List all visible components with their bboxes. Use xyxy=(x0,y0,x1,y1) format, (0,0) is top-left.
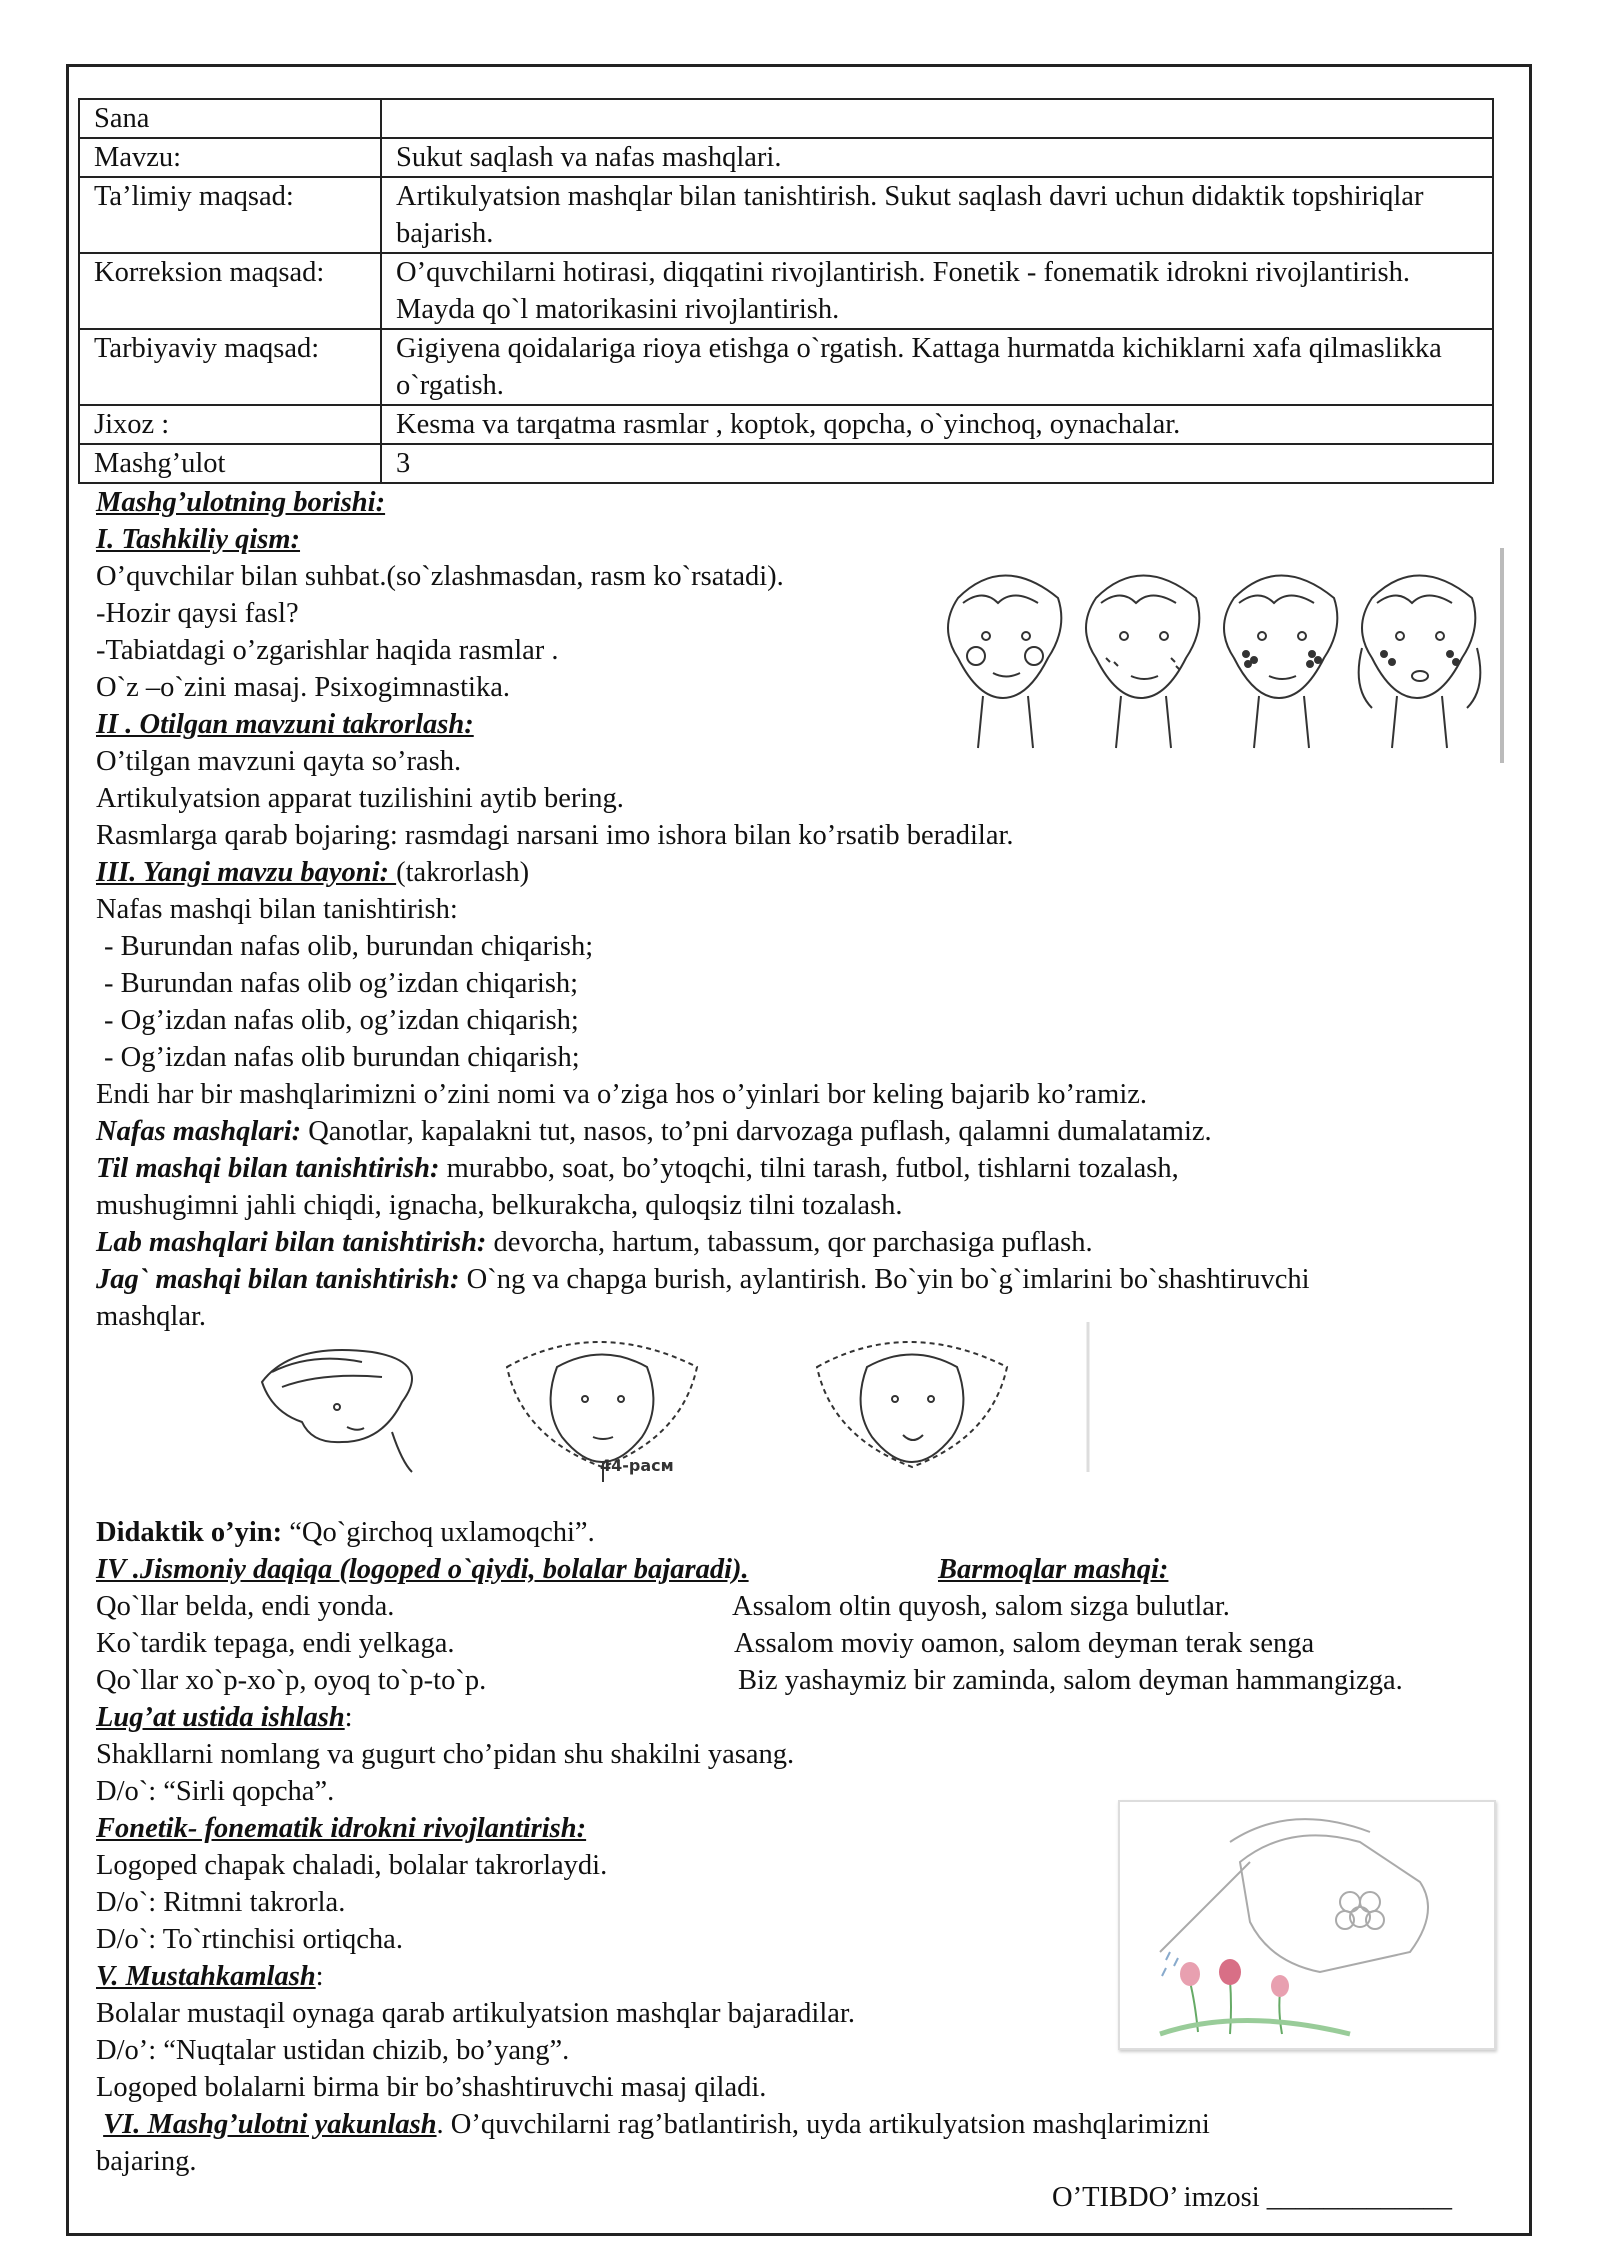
watering-can-flowers-illustration xyxy=(1120,1802,1494,2048)
nafas-label: Nafas mashqlari: xyxy=(96,1116,302,1147)
lab-text: devorcha, hartum, tabassum, qor parchasiga puflash. xyxy=(486,1227,1093,1258)
header-label: Sana xyxy=(79,99,381,138)
text-line: O`z –o`zini masaj. Psixogimnastika. xyxy=(96,672,510,703)
text-line: Rasmlarga qarab bojaring: rasmdagi narsani imo ishora bilan ko’rsatib beradilar. xyxy=(96,820,1014,851)
text-line: Nafas mashqi bilan tanishtirish: xyxy=(96,894,458,925)
didaktik-text: “Qo`girchoq uxlamoqchi”. xyxy=(282,1517,595,1548)
watering-can-frame xyxy=(1118,1800,1496,2050)
text-line: -Hozir qaysi fasl? xyxy=(96,598,299,629)
lab-label: Lab mashqlari bilan tanishtirish: xyxy=(96,1227,487,1258)
til-label: Til mashqi bilan tanishtirish: xyxy=(96,1153,440,1184)
text-line: D/o`: To`rtinchisi ortiqcha. xyxy=(96,1924,403,1955)
text-line: Logoped bolalarni birma bir bo’shashtiruvchi masaj qiladi. xyxy=(96,2072,767,2103)
header-value: 3 xyxy=(381,444,1493,483)
jag-label: Jag` mashqi bilan tanishtirish: xyxy=(96,1264,460,1295)
section-6-title: VI. Mashg’ulotni yakunlash xyxy=(103,2109,437,2140)
header-label: Ta’limiy maqsad: xyxy=(79,177,381,253)
text-line: Artikulyatsion apparat tuzilishini aytib bering. xyxy=(96,783,624,814)
section-3-suffix: (takrorlash) xyxy=(396,857,530,888)
header-row xyxy=(79,405,1493,444)
text-line: mashqlar. xyxy=(96,1301,207,1332)
text-line: bajaring. xyxy=(96,2146,197,2177)
header-row xyxy=(79,329,1493,405)
list-item: - Burundan nafas olib, burundan chiqarish; xyxy=(104,931,594,962)
header-label: Mashg’ulot xyxy=(79,444,381,483)
section-3-title: III. Yangi mavzu bayoni: xyxy=(96,857,397,888)
text-line: O’quvchilar bilan suhbat.(so`zlashmasdan, rasm ko`rsatadi). xyxy=(96,561,784,592)
text-line: D/o`: Ritmni takrorla. xyxy=(96,1887,346,1918)
nafas-text: Qanotlar, kapalakni tut, nasos, to’pni darvozaga puflash, qalamni dumalatamiz. xyxy=(301,1116,1212,1147)
figure-caption: 44-расм xyxy=(600,1456,674,1475)
header-row xyxy=(79,444,1493,483)
header-label: Mavzu: xyxy=(79,138,381,177)
header-row xyxy=(79,177,1493,253)
header-value xyxy=(381,99,1493,138)
poem-left-line: Ko`tardik tepaga, endi yelkaga. xyxy=(96,1628,455,1659)
poem-left-line: Qo`llar xo`p-xo`p, oyoq to`p-to`p. xyxy=(96,1665,487,1696)
til-text: murabbo, soat, bo’ytoqchi, tilni tarash, futbol, tishlarni tozalash, xyxy=(439,1153,1179,1184)
colon: : xyxy=(344,1702,353,1733)
jag-text: O`ng va chapga burish, aylantirish. Bo`yin bo`g`imlarini bo`shashtiruvchi xyxy=(459,1264,1310,1295)
list-item: - Og’izdan nafas olib, og’izdan chiqarish; xyxy=(104,1005,579,1036)
section-6-text: . O’quvchilarni rag’batlantirish, uyda artikulyatsion mashqlarimizni xyxy=(436,2109,1210,2140)
signature-blank[interactable]: _____________ xyxy=(1266,2182,1453,2213)
text-line: O’tilgan mavzuni qayta so’rash. xyxy=(96,746,462,777)
barmoq-title: Barmoqlar mashqi: xyxy=(938,1554,1169,1585)
text-line: Logoped chapak chaladi, bolalar takrorlaydi. xyxy=(96,1850,608,1881)
text-line: Endi har bir mashqlarimizni o’zini nomi va o’ziga hos o’yinlari bor keling bajarib ko’ramiz. xyxy=(96,1079,1148,1110)
section-2-title: II . Otilgan mavzuni takrorlash: xyxy=(96,709,474,740)
header-label: Tarbiyaviy maqsad: xyxy=(79,329,381,405)
didaktik-label: Didaktik o’yin: xyxy=(96,1517,283,1548)
signature-line xyxy=(1052,2182,1452,2214)
header-table xyxy=(78,98,1494,484)
signature-label: O’TIBDO’ imzosi xyxy=(1052,2182,1267,2213)
header-value: O’quvchilarni hotirasi, diqqatini rivojlantirish. Fonetik - fonematik idrokni rivojlantirish. Mayda qo`l matorikasini rivojlantirish. xyxy=(381,253,1493,329)
list-item: - Og’izdan nafas olib burundan chiqarish; xyxy=(104,1042,580,1073)
header-label: Korreksion maqsad: xyxy=(79,253,381,329)
section-1-title: I. Tashkiliy qism: xyxy=(96,524,301,555)
section-4-title: IV .Jismoniy daqiqa (logoped o`qiydi, bolalar bajaradi). xyxy=(96,1554,749,1585)
header-label: Jixoz : xyxy=(79,405,381,444)
poem-left-line: Qo`llar belda, endi yonda. xyxy=(96,1591,395,1622)
section-5-title: V. Mustahkamlash xyxy=(96,1961,316,1992)
poem-right-line: Assalom oltin quyosh, salom sizga bulutlar. xyxy=(732,1591,1230,1622)
text-line: D/o`: “Sirli qopcha”. xyxy=(96,1776,335,1807)
header-row xyxy=(79,99,1493,138)
text-line: Shakllarni nomlang va gugurt cho’pidan shu shakilni yasang. xyxy=(96,1739,795,1770)
fonetik-title: Fonetik- fonematik idrokni rivojlantirish: xyxy=(96,1813,587,1844)
colon: : xyxy=(315,1961,324,1992)
list-item: - Burundan nafas olib og’izdan chiqarish; xyxy=(104,968,579,999)
text-line: Bolalar mustaqil oynaga qarab artikulyatsion mashqlar bajaradilar. xyxy=(96,1998,855,2029)
section-heading: Mashg’ulotning borishi: xyxy=(96,487,386,518)
poem-right-line: Assalom moviy oamon, salom deyman terak senga xyxy=(734,1628,1315,1659)
header-value: Gigiyena qoidalariga rioya etishga o`rgatish. Kattaga hurmatda kichiklarni xafa qilmaslikka o`rgatish. xyxy=(381,329,1493,405)
lugat-title: Lug’at ustida ishlash xyxy=(96,1702,345,1733)
face-massage-illustration xyxy=(926,548,1506,768)
header-row xyxy=(79,253,1493,329)
text-line: D/o’: “Nuqtalar ustidan chizib, bo’yang”. xyxy=(96,2035,570,2066)
header-value: Sukut saqlash va nafas mashqlari. xyxy=(381,138,1493,177)
header-row xyxy=(79,138,1493,177)
text-line: -Tabiatdagi o’zgarishlar haqida rasmlar . xyxy=(96,635,559,666)
header-value: Artikulyatsion mashqlar bilan tanishtirish. Sukut saqlash davri uchun didaktik topshiriqlar bajarish. xyxy=(381,177,1493,253)
text-line: mushugimni jahli chiqdi, ignacha, belkurakcha, quloqsiz tilni tozalash. xyxy=(96,1190,903,1221)
header-value: Kesma va tarqatma rasmlar , koptok, qopcha, o`yinchoq, oynachalar. xyxy=(381,405,1493,444)
poem-right-line: Biz yashaymiz bir zaminda, salom deyman hammangizga. xyxy=(738,1665,1403,1696)
